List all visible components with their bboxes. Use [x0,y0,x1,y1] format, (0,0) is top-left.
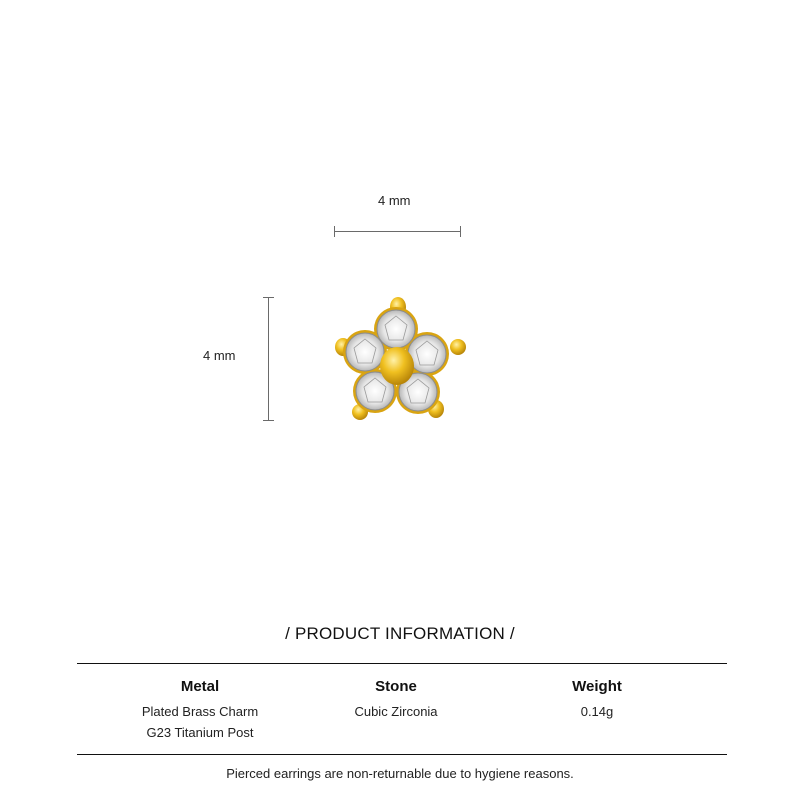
width-dimension-tick-left [334,226,335,237]
width-dimension-tick-right [460,226,461,237]
divider-bottom [77,754,727,755]
center-gold-bead [380,347,414,385]
stone-top [377,310,415,348]
metal-column [90,678,310,743]
metal-heading: Metal [180,678,220,695]
width-dimension-line [335,231,461,232]
product-information-title: / PRODUCT INFORMATION / [285,624,515,643]
divider-top [77,663,727,664]
height-dimension-tick-bottom [263,420,274,421]
height-dimension-label: 4 mm [203,348,236,363]
stone-column [286,678,506,722]
returns-note: Pierced earrings are non-returnable due to hygiene reasons. [226,766,574,781]
metal-line-1: Plated Brass Charm [141,704,259,719]
stone-line-1: Cubic Zirconia [354,704,438,719]
metal-line-2: G23 Titanium Post [146,725,254,740]
stone-heading: Stone [375,678,417,695]
height-dimension-line [268,297,269,421]
height-dimension-tick-top [263,297,274,298]
weight-heading: Weight [572,678,622,695]
width-dimension-label: 4 mm [378,193,411,208]
weight-column [487,678,707,722]
flower-stud-earring-icon [325,288,470,428]
weight-line-1: 0.14g [580,704,614,719]
stone-left [346,333,384,371]
